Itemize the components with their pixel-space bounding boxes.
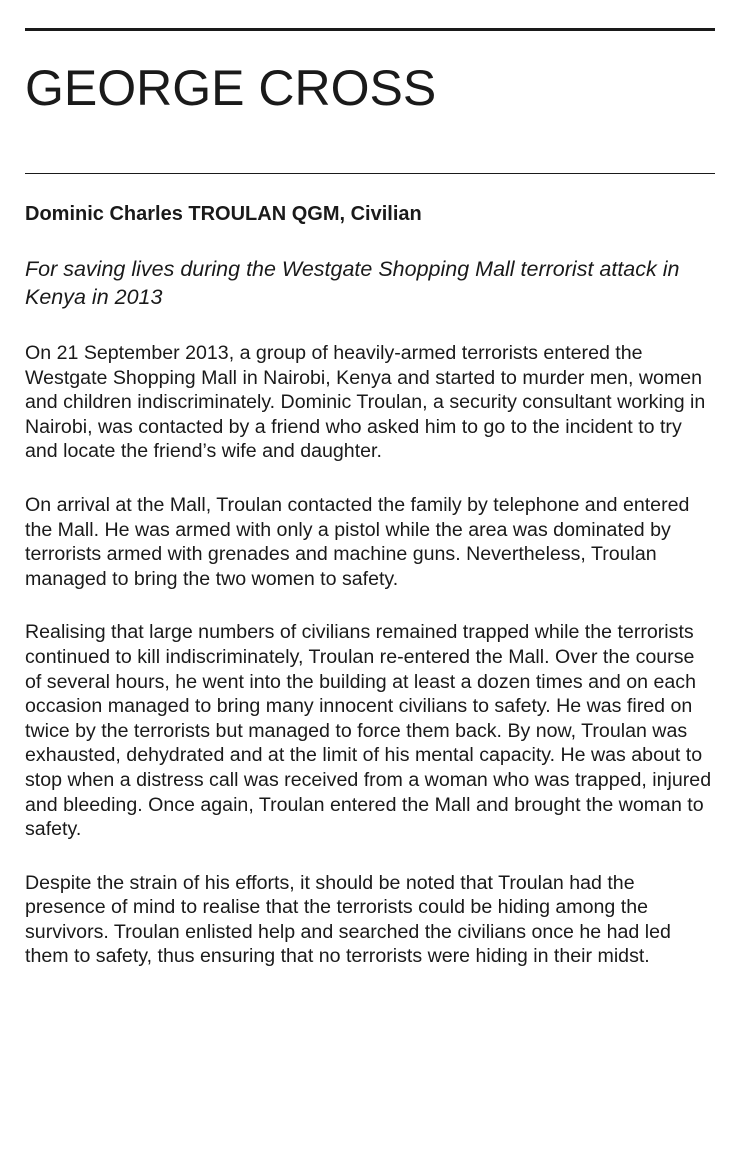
award-title: GEORGE CROSS (25, 60, 437, 116)
recipient-name: Dominic Charles TROULAN QGM, Civilian (25, 203, 422, 225)
citation-body (25, 341, 715, 998)
body-paragraph: Despite the strain of his efforts, it should be noted that Troulan had the presence of mind to realise that the terrorists could be hiding among the survivors. Troulan enlisted help and searched the civilians once he had led them to safety, thus ensuring that no terrorists were hiding in their midst. (25, 871, 671, 968)
body-paragraph: Realising that large numbers of civilians remained trapped while the terrorists continued to kill indiscriminately, Troulan re-entered the Mall. Over the course of several hours, he went into the building at least a dozen times and on each occasion managed to bring many innocent civilians to safety. He was fired on twice by the terrorists but managed to force them back. By now, Troulan was exhausted, dehydrated and at the limit of his mental capacity. He was about to stop when a distress call was received from a woman who was trapped, injured and bleeding. Once again, Troulan entered the Mall and brought the woman to safety. (25, 621, 712, 841)
title-divider (25, 173, 715, 174)
top-divider (25, 28, 715, 31)
body-paragraph: On arrival at the Mall, Troulan contacted the family by telephone and entered the Mall. He was armed with only a pistol while the area was dominated by terrorists armed with grenades and machine guns. Nevertheless, Troulan managed to bring the two women to safety. (25, 493, 690, 590)
body-paragraph: On 21 September 2013, a group of heavily-armed terrorists entered the Westgate Shopping Mall in Nairobi, Kenya and started to murder men, women and children indiscriminately. Dominic Troulan, a security consultant working in Nairobi, was contacted by a friend who asked him to go to the incident to try and locate the friend’s wife and daughter. (25, 342, 706, 463)
citation-summary: For saving lives during the Westgate Shopping Mall terrorist attack in Kenya in 2013 (25, 257, 680, 309)
